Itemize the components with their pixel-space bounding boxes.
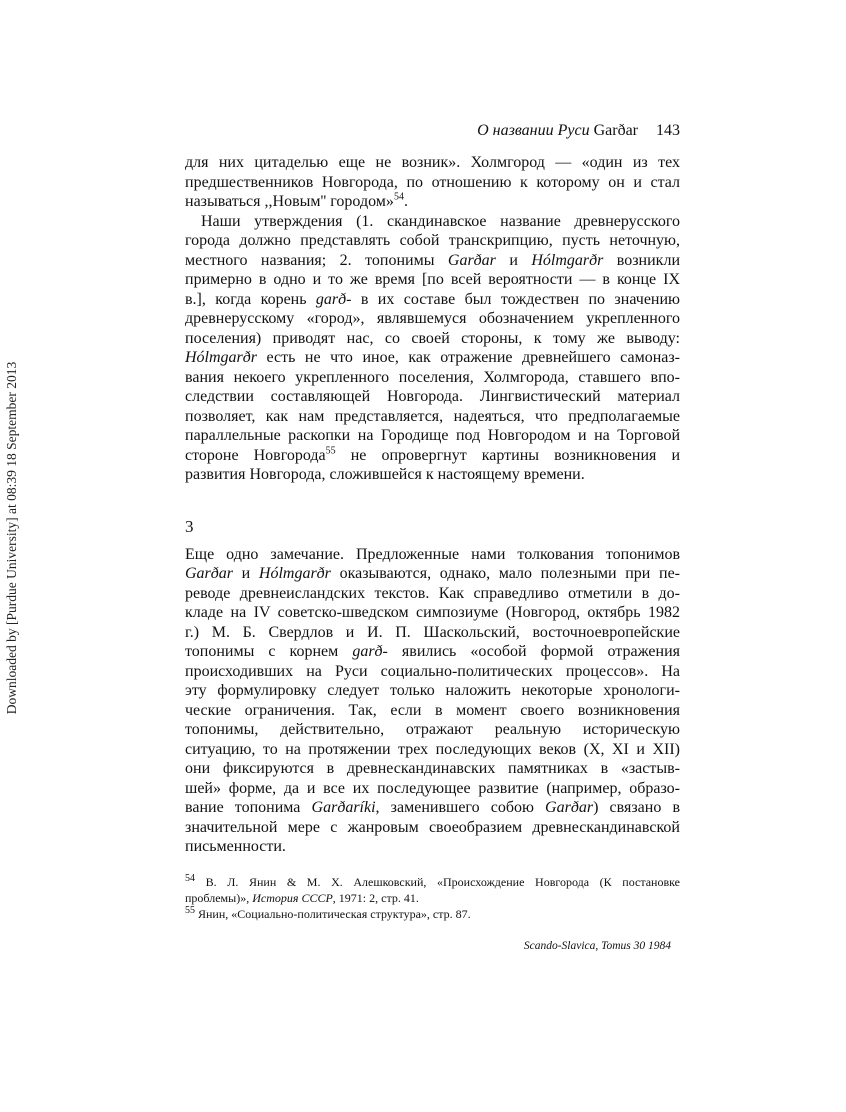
footnote-ref: 55 <box>185 905 195 916</box>
text-run: есть не что иное, как отражение древнейшего самоназ- <box>257 349 680 366</box>
text-line <box>185 192 680 212</box>
italic-term: Garðar <box>447 251 496 269</box>
text-line <box>185 212 680 232</box>
text-line <box>185 153 680 173</box>
text-run: параллельные раскопки на Городище под Новгородом и на Торговой <box>185 427 680 444</box>
text-run: реводе древнеисландских текстов. Как справедливо отметили в до- <box>185 584 680 602</box>
text-run: позволяет, как нам представляется, надеяться, что предполагаемые <box>185 407 680 425</box>
italic-term: Hólmgarðr <box>258 565 331 582</box>
italic-term: Hólmgarðr <box>185 349 258 366</box>
footnote-ref: 55 <box>325 445 336 457</box>
text-run: вание топонима <box>185 799 312 816</box>
page-number: 143 <box>656 122 680 139</box>
text-run: топонимы, действительно, отражают реальную историческую <box>185 721 680 738</box>
text-run: и <box>233 565 259 582</box>
text-run: вания некоего укрепленного поселения, Холмгорода, ставшего впо- <box>185 368 680 386</box>
text-line <box>185 446 680 466</box>
paragraph <box>185 212 680 485</box>
text-line <box>185 662 680 682</box>
text-run: следствии составляющей Новгорода. Лингвистический материал <box>185 388 680 405</box>
footnote-line <box>185 890 680 906</box>
text-line <box>185 837 680 857</box>
text-line <box>185 251 680 271</box>
text-run: В. Л. Янин & М. Х. Алешковский, «Происхождение Новгорода (К постановке <box>195 875 680 889</box>
text-run: развития Новгорода, сложившейся к настоящему времени. <box>185 466 585 483</box>
text-run: в.], когда корень <box>185 290 316 308</box>
text-run: письменности. <box>185 838 286 855</box>
text-line <box>185 465 680 485</box>
text-line <box>185 564 680 584</box>
text-line <box>185 681 680 701</box>
spacer <box>185 485 680 515</box>
text-run: они фиксируются в древнескандинавских памятниках в «застыв- <box>185 760 680 777</box>
text-line <box>185 759 680 779</box>
text-run: значительной мере с жанровым своеобразием древнескандинавской <box>185 818 680 836</box>
journal-footer: Scando-Slavica, Tomus 30 1984 <box>523 940 671 952</box>
text-line <box>185 818 680 838</box>
text-line <box>185 720 680 740</box>
running-title-term: Garðar <box>593 122 638 139</box>
text-run: оказываются, однако, мало полезными при пе- <box>330 565 680 582</box>
text-run: называться ,,Новым'' городом» <box>185 193 394 210</box>
text-run: проблемы)», <box>185 891 253 905</box>
text-line <box>185 348 680 368</box>
text-run: Еще одно замечание. Предложенные нами толкования топонимов <box>185 545 680 563</box>
text-run: ситуацию, то на протяжении трех последующих веков (X, XI и XII) <box>185 740 680 758</box>
text-run: не опровергнут картины возникновения и <box>335 446 681 464</box>
text-run: происходивших на Руси социально-политических процессов». На <box>185 662 680 680</box>
text-line <box>185 290 680 310</box>
text-line <box>185 426 680 446</box>
text-line <box>185 701 680 721</box>
text-run: эту формулировку следует только наложить некоторые хронологи- <box>185 682 680 699</box>
text-run: явились «особой формой отражения <box>387 643 680 660</box>
text-line <box>185 545 680 565</box>
body-text <box>185 153 680 857</box>
text-run: кладе на IV советско-шведском симпозиуме (Новгород, октябрь 1982 <box>185 604 680 621</box>
text-run: ческие ограничения. Так, если в момент своего возникновения <box>185 701 680 719</box>
text-line <box>185 603 680 623</box>
text-line <box>185 309 680 329</box>
footnote-ref: 54 <box>393 191 404 203</box>
text-run: древнерусскому «город», являвшемуся обозначением укрепленного <box>185 310 680 327</box>
text-run: примерно в одно и то же время [по всей вероятности — в конце IX <box>185 271 680 288</box>
download-stamp-text: Downloaded by [Purdue University] at 08:39 18 September 2013 <box>4 361 19 714</box>
running-title: О названии Руси <box>477 122 590 139</box>
text-line <box>185 407 680 427</box>
text-line <box>185 798 680 818</box>
text-line <box>185 779 680 799</box>
text-line <box>185 740 680 760</box>
text-run: для них цитаделью еще не возник». Холмгород — «один из тех <box>185 154 680 171</box>
download-stamp <box>2 300 22 775</box>
italic-term: garð- <box>352 643 388 660</box>
text-run: , заменившего собою <box>375 799 546 816</box>
text-run: города должно представлять собой транскрипцию, пусть неточную, <box>185 232 680 249</box>
text-run: и <box>495 251 532 269</box>
italic-term: История СССР <box>252 891 333 905</box>
text-run: в их составе был тождествен по значению <box>351 290 681 308</box>
text-run: топонимы с корнем <box>185 643 353 660</box>
text-run: Янин, «Социально-политическая структура», стр. 87. <box>195 907 471 921</box>
text-run: , 1971: 2, стр. 41. <box>332 891 419 905</box>
text-line <box>185 368 680 388</box>
text-run: предшественников Новгорода, по отношению к которому он и стал <box>185 173 680 191</box>
italic-term: Garðar <box>545 799 594 816</box>
italic-term: Garðaríki <box>311 799 376 816</box>
text-line <box>185 173 680 193</box>
text-line <box>185 387 680 407</box>
text-run: стороне Новгорода <box>185 446 326 464</box>
text-line <box>185 642 680 662</box>
footnote-line <box>185 906 680 922</box>
text-run: г.) М. Б. Свердлов и И. П. Шаскольский, восточноевропейские <box>185 623 680 641</box>
footnote-line <box>185 874 680 890</box>
text-line <box>185 270 680 290</box>
text-line <box>185 231 680 251</box>
text-line <box>185 329 680 349</box>
section-number: 3 <box>185 516 194 536</box>
text-run: возникли <box>603 251 681 269</box>
text-run: местного названия; 2. топонимы <box>185 251 448 269</box>
italic-term: Garðar <box>185 565 234 582</box>
italic-term: garð- <box>315 290 352 308</box>
footnotes <box>185 874 680 922</box>
text-line <box>185 623 680 643</box>
text-run: ) связано в <box>593 799 681 816</box>
text-line <box>185 584 680 604</box>
text-run: . <box>403 193 408 210</box>
paragraph <box>185 545 680 857</box>
text-run: поселения) приводят нас, со своей стороны, к тому же выводу: <box>185 329 680 347</box>
text-run: Наши утверждения (1. скандинавское название древнерусского <box>201 212 680 230</box>
italic-term: Hólmgarðr <box>531 251 604 269</box>
paragraph <box>185 153 680 212</box>
footnote-ref: 54 <box>185 873 195 884</box>
running-header <box>185 122 680 140</box>
text-run: шей» форме, да и все их последующее развитие (например, образо- <box>185 779 680 797</box>
